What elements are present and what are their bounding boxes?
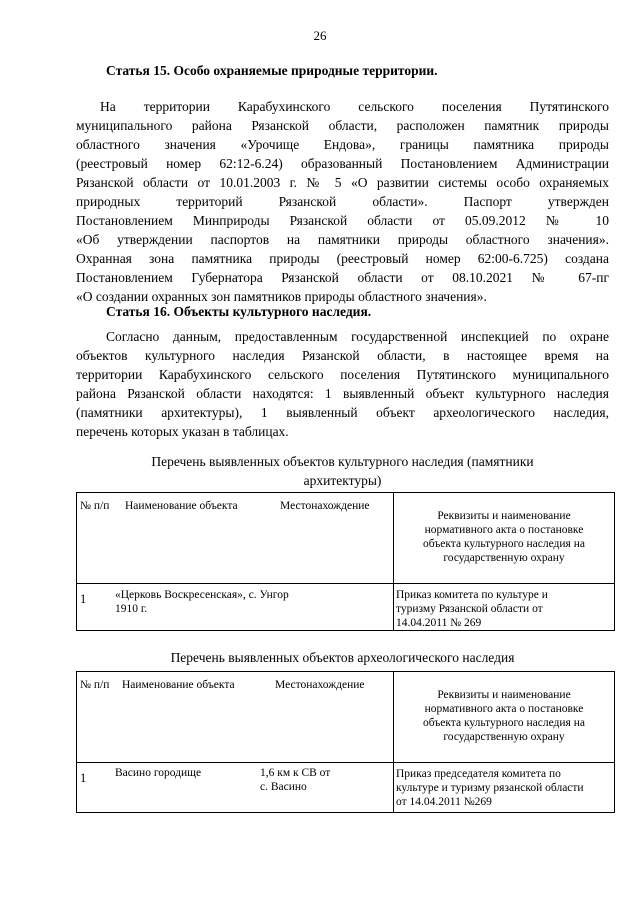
page-number: 26: [313, 28, 327, 43]
header-line: Реквизиты и наименование: [437, 510, 571, 522]
text-line: перечень которых указан в таблицах.: [76, 424, 289, 439]
table-header-row: [77, 493, 615, 584]
header-line: объекта культурного наследия на: [423, 717, 585, 729]
header-line: Реквизиты и наименование: [437, 689, 571, 701]
article-16-heading: Статья 16. Объекты культурного наследия.: [106, 304, 372, 319]
requisites-line: Приказ председателя комитета по: [396, 768, 561, 780]
col-number-header: № п/п: [80, 679, 110, 691]
article-15-paragraph: [76, 97, 609, 306]
col-location-header: Местонахождение: [275, 679, 365, 691]
text-line: На территории Карабухинского сельского поселения Путятинского: [100, 99, 609, 114]
archaeology-heritage-table: [76, 671, 615, 813]
text-line: Постановлением Минприроды Рязанской области от 05.09.2012 № 10: [76, 213, 609, 228]
row-left-cell: [77, 763, 394, 813]
text-line: (реестровый номер 62:12-6.24) образованный Постановлением Администрации: [76, 156, 609, 171]
caption-line: архитектуры): [303, 473, 382, 488]
text-line: объектов культурного наследия Рязанской области, в настоящее время на: [76, 348, 609, 363]
name-line: 1910 г.: [115, 603, 148, 615]
header-line: нормативного акта о постановке: [424, 524, 584, 536]
location-line: с. Васино: [260, 781, 307, 793]
header-left-cell: [77, 493, 394, 584]
article-16-paragraph: [76, 327, 609, 441]
architecture-heritage-table: [76, 492, 615, 631]
row-left-cell: [77, 584, 394, 631]
col-name-header: Наименование объекта: [125, 500, 238, 512]
table-2-caption: Перечень выявленных объектов археологического наследия: [170, 650, 515, 665]
article-15-heading: Статья 15. Особо охраняемые природные территории.: [106, 63, 438, 78]
row-number: 1: [80, 771, 87, 785]
row-number: 1: [80, 592, 87, 606]
requisites-line: туризму Рязанской области от: [396, 603, 543, 615]
table-row: [77, 584, 615, 631]
header-left-cell: [77, 672, 394, 763]
text-line: Согласно данным, предоставленным государственной инспекцией по охране: [106, 329, 609, 344]
text-line: «О создании охранных зон памятников природы областного значения».: [76, 289, 487, 304]
text-line: Рязанской области от 10.01.2003 г. № 5 «О развитии системы особо охраняемых: [76, 175, 609, 190]
col-name-header: Наименование объекта: [122, 679, 235, 691]
text-line: «Об утверждении паспортов на памятники природы областного значения».: [76, 232, 609, 247]
requisites-line: от 14.04.2011 №269: [396, 796, 492, 808]
requisites-line: Приказ комитета по культуре и: [396, 589, 548, 601]
col-requisites-header: [394, 493, 615, 584]
object-location: [260, 766, 330, 794]
text-line: территории Карабухинского сельского поселения Путятинского муниципального: [76, 367, 609, 382]
location-line: 1,6 км к СВ от: [260, 767, 331, 779]
name-line: «Церковь Воскресенская», с. Унгор: [115, 589, 289, 601]
text-line: района Рязанской области находятся: 1 выявленный объект культурного наследия: [76, 386, 609, 401]
table-row: [77, 763, 615, 813]
object-name: [115, 588, 289, 616]
text-line: Постановлением Губернатора Рязанской области от 08.10.2021 № 67-пг: [76, 270, 609, 285]
header-line: нормативного акта о постановке: [424, 703, 584, 715]
text-line: муниципального района Рязанской области, расположен памятник природы: [76, 118, 609, 133]
requisites-cell: [394, 584, 615, 631]
table-1-caption: [76, 452, 609, 490]
table-header-row: [77, 672, 615, 763]
caption-line: Перечень выявленных объектов культурного наследия (памятники: [151, 454, 534, 469]
text-line: природных территорий Рязанской области». Паспорт утвержден: [76, 194, 609, 209]
header-line: государственную охрану: [443, 552, 565, 564]
requisites-cell: [394, 763, 615, 813]
requisites-line: 14.04.2011 № 269: [396, 617, 482, 629]
col-requisites-header: [394, 672, 615, 763]
header-line: государственную охрану: [443, 731, 565, 743]
col-location-header: Местонахождение: [280, 500, 370, 512]
col-number-header: № п/п: [80, 500, 110, 512]
object-name: Васино городище: [115, 767, 202, 779]
requisites-line: культуре и туризму рязанской области: [396, 782, 584, 794]
text-line: Охранная зона памятника природы (реестровый номер 62:00-6.725) создана: [76, 251, 609, 266]
text-line: (памятники архитектуры), 1 выявленный объект археологического наследия,: [76, 405, 609, 420]
header-line: объекта культурного наследия на: [423, 538, 585, 550]
text-line: областного значения «Урочище Ендова», границы памятника природы: [76, 137, 609, 152]
